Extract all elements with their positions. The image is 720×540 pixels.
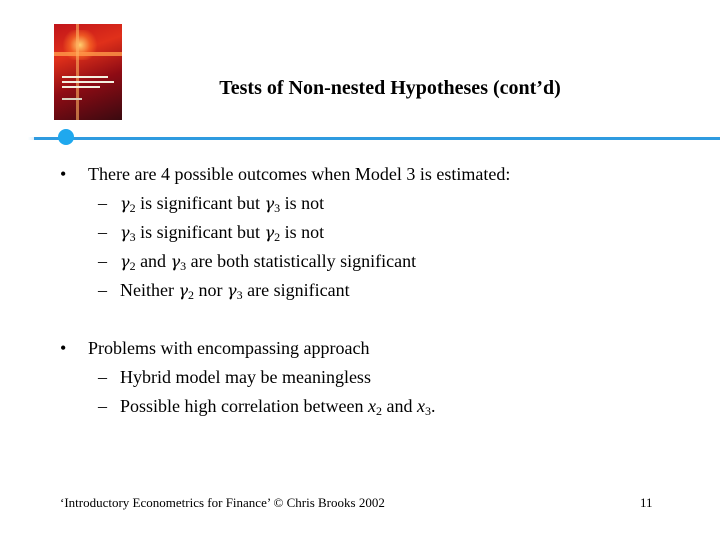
slide-title: Tests of Non-nested Hypotheses (cont’d) [219,77,561,99]
dash-icon: – [98,251,107,271]
bullet-2-text: Problems with encompassing approach [88,338,370,358]
dash-icon: – [98,367,107,387]
title-rule [34,137,720,140]
outcome-4: Neither $\gamma_2$ nor $\gamma_3$ are significant [120,280,350,302]
bullet-icon: • [60,338,67,358]
problem-1: Hybrid model may be meaningless [120,367,371,387]
outcome-1: $\gamma_2$ is significant but $\gamma_3$ is not [120,193,325,215]
page-number: 11 [640,495,653,510]
footer-citation: ‘Introductory Econometrics for Finance’ © Chris Brooks 2002 [60,495,385,510]
outcome-2: $\gamma_3$ is significant but $\gamma_2$ is not [120,222,325,244]
dash-icon: – [98,396,107,416]
dash-icon: – [98,222,107,242]
bullet-1-text: There are 4 possible outcomes when Model 3 is estimated: [88,164,511,184]
title-rule-dot [58,129,74,145]
problem-2: Possible high correlation between $x_2$ and $x_3$. [120,396,436,418]
bullet-icon: • [60,164,67,184]
dash-icon: – [98,193,107,213]
outcome-3: $\gamma_2$ and $\gamma_3$ are both statistically significant [120,251,417,273]
dash-icon: – [98,280,107,300]
book-cover-image [54,24,122,120]
